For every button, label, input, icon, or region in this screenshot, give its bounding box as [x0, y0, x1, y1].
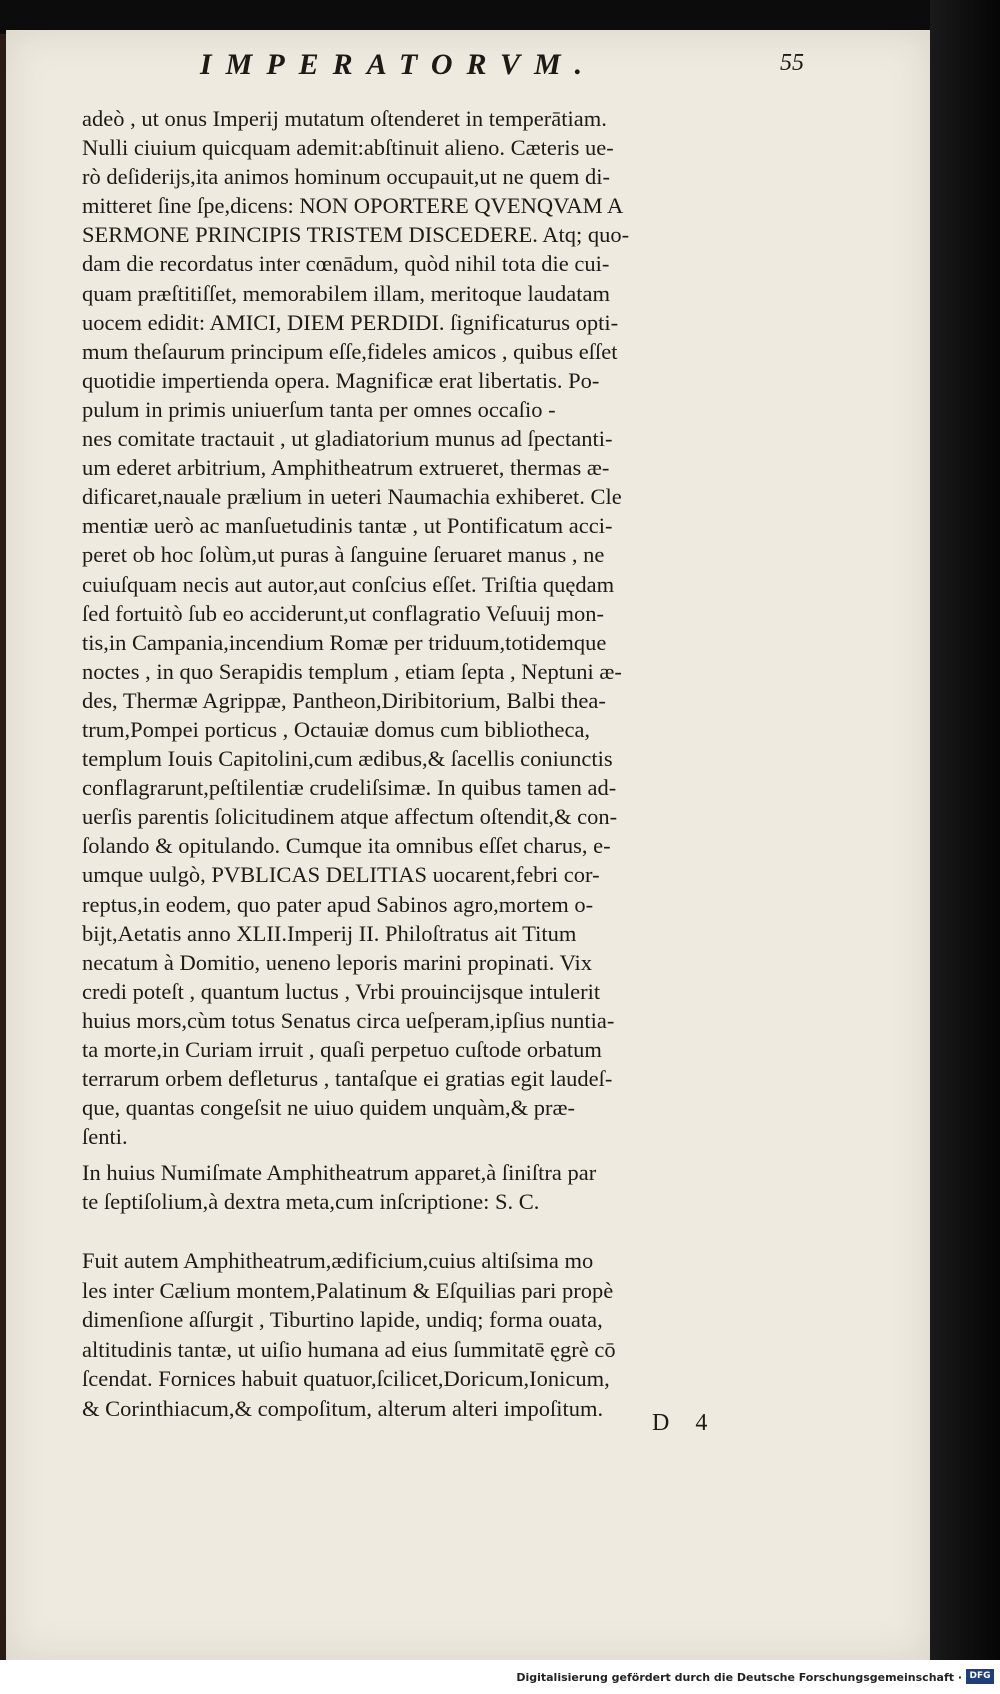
text-line: adeò , ut onus Imperij mutatum oſtenderet in temperātiam. [82, 106, 607, 131]
text-line: pulum in primis uniuerſum tanta per omnes occaſio - [82, 396, 556, 422]
text-line: cuiuſquam necis aut autor,aut conſcius eſſet. Triſtia quędam [82, 571, 615, 597]
footer-bar [0, 1660, 1000, 1694]
text-line: ſolando & opitulando. Cumque ita omnibus eſſet charus, e- [82, 833, 611, 859]
dfg-logo: DFG [966, 1669, 994, 1684]
text-line: ſcendat. Fornices habuit quatuor,ſcilicet,Doricum,Ionicum, [82, 1366, 610, 1391]
text-line: Fuit autem Amphitheatrum,ædificium,cuius altiſsima mo [82, 1248, 594, 1273]
text-line: credi poteſt , quantum luctus , Vrbi prouincijsque intulerit [82, 978, 601, 1004]
text-line: noctes , in quo Serapidis templum , etiam ſepta , Neptuni æ- [82, 658, 622, 684]
text-line: ſed fortuitò ſub eo acciderunt,ut conflagratio Veſuuij mon- [82, 600, 604, 626]
paragraph-numismatic [82, 1158, 822, 1216]
text-line: In huius Numiſmate Amphitheatrum apparet,à ſiniſtra par [82, 1160, 597, 1185]
text-line: terrarum orbem defleturus , tantaſque ei gratias egit laudeſ- [82, 1066, 613, 1092]
text-line: conflagrarunt,peſtilentiæ crudeliſsimæ. In quibus tamen ad- [82, 775, 617, 801]
text-line: SERMONE PRINCIPIS TRISTEM DISCEDERE. Atq; quo- [82, 222, 630, 248]
text-line: les inter Cælium montem,Palatinum & Eſquilias pari propè [82, 1277, 614, 1303]
signature-mark: D 4 [652, 1410, 718, 1436]
text-line: quotidie impertienda opera. Magnificæ erat libertatis. Po- [82, 367, 600, 393]
text-line: uocem edidit: AMICI, DIEM PERDIDI. ſignificaturus opti- [82, 309, 619, 335]
text-line: trum,Pompei porticus , Octauiæ domus cum bibliotheca, [82, 716, 591, 742]
text-line: mentiæ uerò ac manſuetudinis tantæ , ut Pontificatum acci- [82, 513, 613, 539]
text-line: nes comitate tractauit , ut gladiatorium munus ad ſpectanti- [82, 426, 613, 452]
text-line: uerſis parentis ſolicitudinem atque affectum oſtendit,& con- [82, 804, 618, 830]
paragraph-amphitheatre [82, 1246, 822, 1423]
text-line: dam die recordatus inter cœnādum, quòd nihil tota die cui- [82, 251, 610, 277]
text-line: peret ob hoc ſolùm,ut puras à ſanguine ſeruaret manus , ne [82, 542, 605, 568]
text-line: quam præſtitiſſet, memorabilem illam, meritoque laudatam [82, 280, 610, 306]
text-line: altitudinis tantæ, ut uiſio humana ad eius ſummitatē ęgrè cō [82, 1336, 616, 1362]
text-line: reptus,in eodem, quo pater apud Sabinos agro,mortem o- [82, 891, 594, 917]
text-line: ſenti. [82, 1124, 128, 1150]
text-line: dificaret,nauale prælium in ueteri Naumachia exhiberet. Cle [82, 484, 622, 510]
text-line: ta morte,in Curiam irruit , quaſi perpetuo cuſtode orbatum [82, 1037, 602, 1062]
paragraph-main [82, 104, 822, 1151]
text-line: Nulli ciuium quicquam ademit:abſtinuit alieno. Cæteris ue- [82, 135, 614, 161]
text-line: mitteret ſine ſpe,dicens: NON OPORTERE QVENQVAM A [82, 193, 624, 219]
text-line: tis,in Campania,incendium Romæ per triduum,totidemque [82, 629, 607, 655]
text-line: dimenſione aſſurgit , Tiburtino lapide, undiq; forma ouata, [82, 1307, 603, 1332]
running-head: IMPERATORVM. [200, 48, 597, 81]
text-line: umque uulgò, PVBLICAS DELITIAS uocarent,febri cor- [82, 862, 600, 888]
text-line: que, quantas congeſsit ne uiuo quidem unquàm,& præ- [82, 1095, 576, 1121]
scan-top-border [0, 0, 1000, 34]
text-line: rò deſiderijs,ita animos hominum occupauit,ut ne quem di- [82, 164, 611, 190]
text-line: mum theſaurum principum eſſe,fideles amicos , quibus eſſet [82, 338, 618, 364]
text-line: te ſeptiſolium,à dextra meta,cum inſcriptione: S. C. [82, 1189, 540, 1214]
text-line: & Corinthiacum,& compoſitum, alterum alteri impoſitum. [82, 1395, 604, 1421]
text-line: bijt,Aetatis anno XLII.Imperij II. Philoſtratus ait Titum [82, 920, 577, 946]
text-line: templum Iouis Capitolini,cum ædibus,& ſacellis coniunctis [82, 746, 613, 772]
text-line: um ederet arbitrium, Amphitheatrum extrueret, thermas æ- [82, 455, 610, 481]
funding-notice: Digitalisierung gefördert durch die Deutsche Forschungsgemeinschaft · [516, 1671, 962, 1684]
text-line: necatum à Domitio, ueneno leporis marini propinati. Vix [82, 949, 592, 975]
scan-right-border [930, 0, 1000, 1660]
page-number: 55 [780, 50, 804, 76]
text-line: huius mors,cùm totus Senatus circa ueſperam,ipſius nuntia- [82, 1007, 615, 1033]
text-line: des, Thermæ Agrippæ, Pantheon,Diribitorium, Balbi thea- [82, 687, 606, 713]
